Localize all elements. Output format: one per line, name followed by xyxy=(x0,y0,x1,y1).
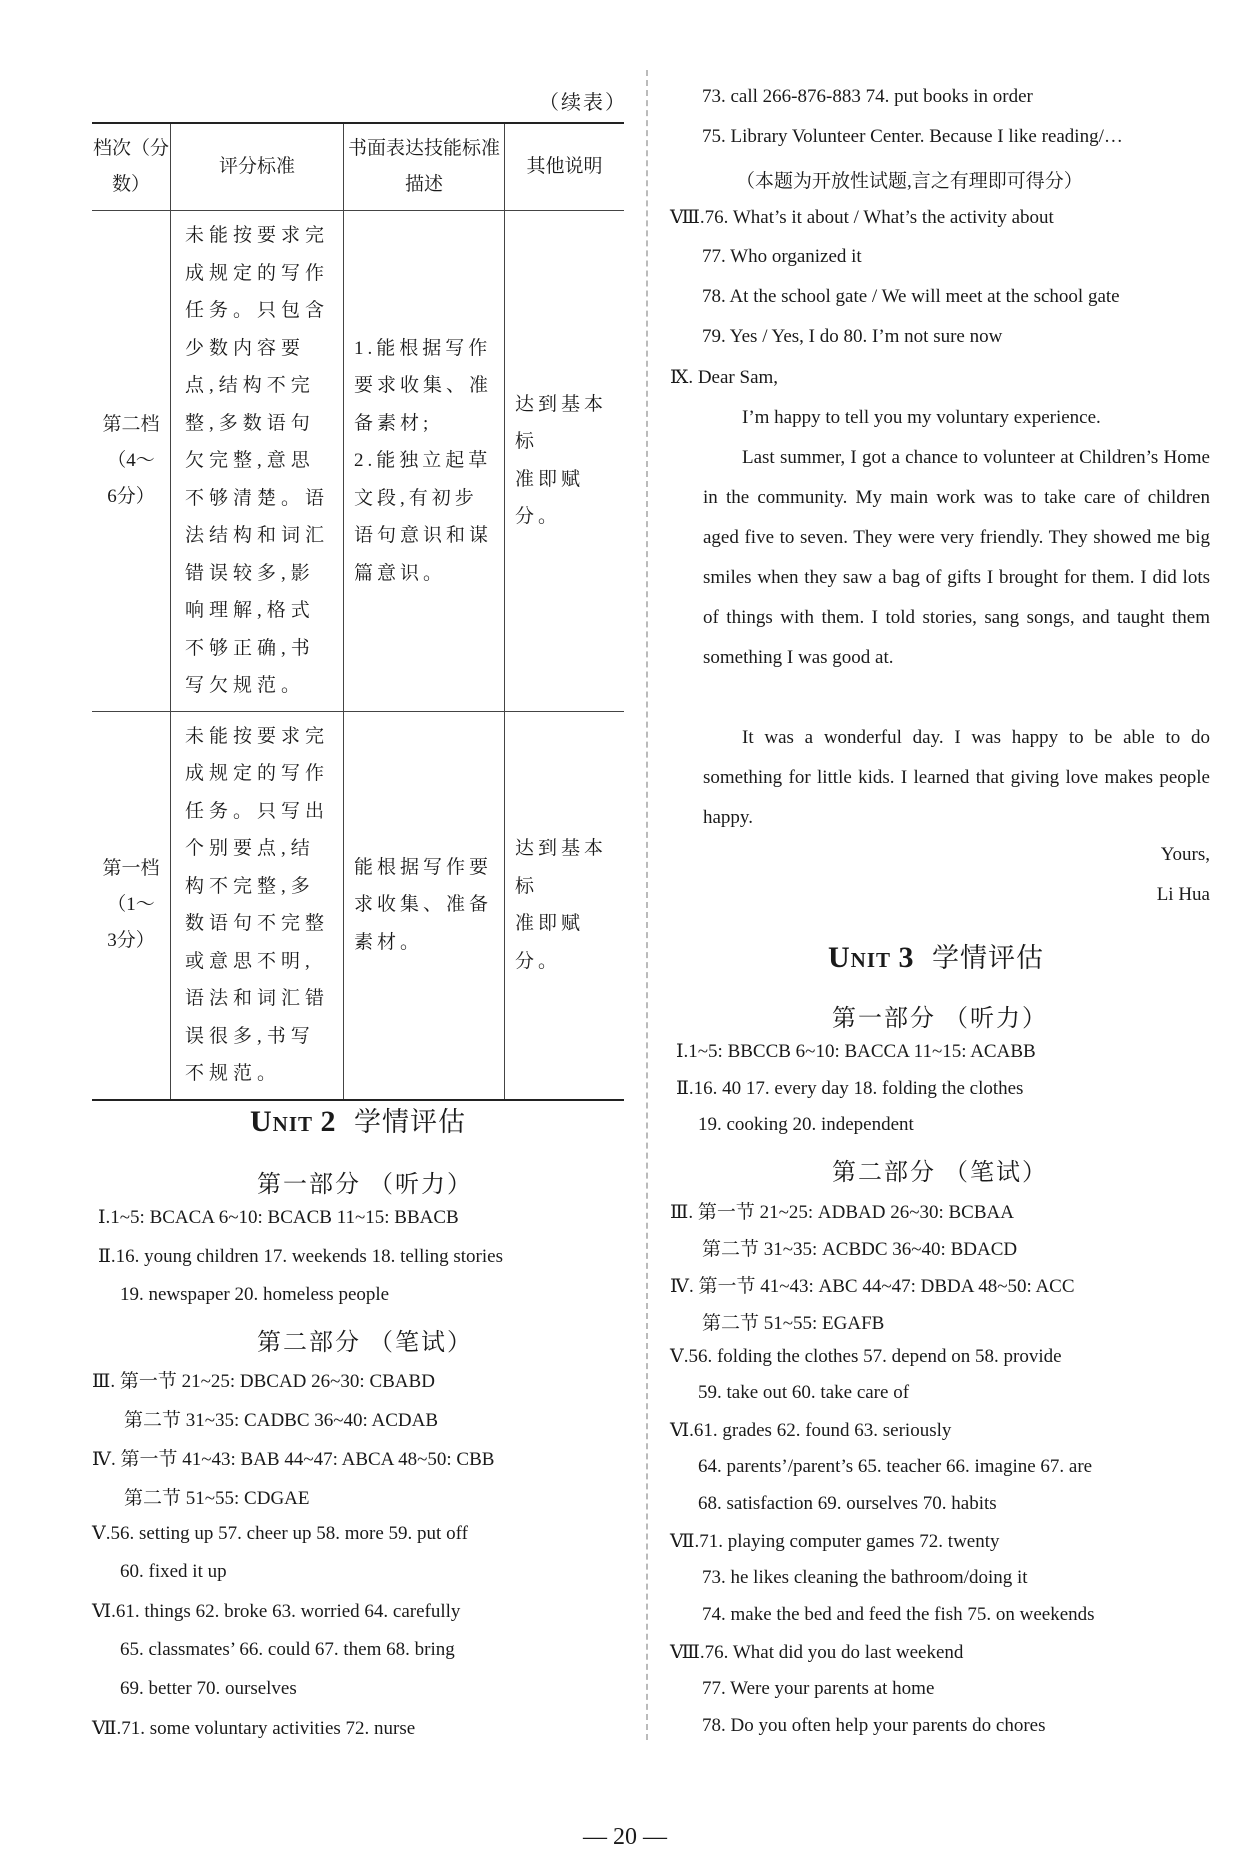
answer-line: Ⅵ.61. things 62. broke 63. worried 64. carefully xyxy=(92,1601,461,1622)
answer-line: 77. Were your parents at home xyxy=(702,1678,935,1699)
answer-line: Ⅳ. 第一节 41~43: ABC 44~47: DBDA 48~50: ACC xyxy=(670,1276,1075,1297)
answer-line: 75. Library Volunteer Center. Because I like reading/… xyxy=(702,126,1123,147)
answer-line: Ⅳ. 第一节 41~43: BAB 44~47: ABCA 48~50: CBB xyxy=(92,1449,495,1470)
answer-line: 73. call 266-876-883 74. put books in order xyxy=(702,86,1033,107)
notes-cell: 达到基本标 准即赋分。 xyxy=(505,711,625,1100)
answer-line: Ⅰ.1~5: BCACA 6~10: BCACB 11~15: BBACB xyxy=(98,1207,459,1228)
table-header-row xyxy=(92,123,624,211)
answer-line: 65. classmates’ 66. could 67. them 68. bring xyxy=(120,1639,455,1660)
answer-line: Ⅶ.71. some voluntary activities 72. nurse xyxy=(92,1718,416,1739)
unit3-title: Unit 3 学情评估 xyxy=(828,941,1045,974)
answer-line: Ⅱ.16. young children 17. weekends 18. telling stories xyxy=(98,1246,503,1267)
notes-cell: 达到基本标 准即赋分。 xyxy=(505,211,625,712)
answer-line: 74. make the bed and feed the fish 75. on weekends xyxy=(702,1604,1095,1625)
header-criteria: 评分标准 xyxy=(171,123,344,211)
letter-paragraph-1: I’m happy to tell you my voluntary experience. xyxy=(742,407,1101,428)
answer-line: 59. take out 60. take care of xyxy=(698,1382,910,1403)
page-number: — 20 — xyxy=(583,1824,667,1850)
answer-line: 77. Who organized it xyxy=(702,246,862,267)
answer-line: 19. cooking 20. independent xyxy=(698,1114,914,1135)
unit2-title: Unit 2 学情评估 xyxy=(250,1105,467,1138)
criteria-cell: 未能按要求完 成规定的写作 任务。只包含 少数内容要 点,结构不完 整,多数语句 欠完整,意思 不够清楚。语 法结构和词汇 错误较多,影 响理解,格式 不够正确,书 写欠规范。 xyxy=(171,211,344,712)
answer-line: 第二节 51~55: CDGAE xyxy=(124,1488,310,1509)
answer-line: Ⅴ.56. setting up 57. cheer up 58. more 59. put off xyxy=(92,1523,468,1544)
grading-table xyxy=(92,122,624,1101)
skills-cell: 能根据写作要 求收集、准备 素材。 xyxy=(344,711,505,1100)
answer-line: 68. satisfaction 69. ourselves 70. habits xyxy=(698,1493,997,1514)
header-notes: 其他说明 xyxy=(505,123,625,211)
answer-line: 73. he likes cleaning the bathroom/doing it xyxy=(702,1567,1028,1588)
unit3-part2-heading: 第二部分 （笔试） xyxy=(832,1160,1048,1186)
letter-closing: Yours, xyxy=(1160,844,1210,865)
answer-line: 79. Yes / Yes, I do 80. I’m not sure now xyxy=(702,326,1003,347)
answer-line: 第二节 31~35: ACBDC 36~40: BDACD xyxy=(702,1239,1018,1260)
letter-greeting: Ⅸ. Dear Sam, xyxy=(670,367,779,388)
answer-line-note: （本题为开放性试题,言之有理即可得分） xyxy=(736,171,1083,192)
answer-line: Ⅷ.76. What’s it about / What’s the activity about xyxy=(670,207,1054,228)
column-divider xyxy=(646,70,648,1740)
level-cell: 第二档 （4～ 6分） xyxy=(92,211,171,712)
table-row xyxy=(92,711,624,1100)
answer-line: 64. parents’/parent’s 65. teacher 66. imagine 67. are xyxy=(698,1456,1093,1477)
answer-line: Ⅰ.1~5: BBCCB 6~10: BACCA 11~15: ACABB xyxy=(676,1041,1036,1062)
answer-line: Ⅵ.61. grades 62. found 63. seriously xyxy=(670,1420,952,1441)
answer-line: 78. At the school gate / We will meet at the school gate xyxy=(702,286,1120,307)
unit3-part1-heading: 第一部分 （听力） xyxy=(832,1006,1048,1032)
unit2-part1-heading: 第一部分 （听力） xyxy=(257,1172,473,1198)
level-cell: 第一档 （1～ 3分） xyxy=(92,711,171,1100)
answer-line: Ⅷ.76. What did you do last weekend xyxy=(670,1642,964,1663)
answer-line: 19. newspaper 20. homeless people xyxy=(120,1284,390,1305)
skills-cell: 1.能根据写作 要求收集、准 备素材; 2.能独立起草 文段,有初步 语句意识和谋 篇意识。 xyxy=(344,211,505,712)
continued-label: （续表） xyxy=(539,92,627,114)
answer-line: Ⅲ. 第一节 21~25: DBCAD 26~30: CBABD xyxy=(92,1371,435,1392)
answer-line: 60. fixed it up xyxy=(120,1561,227,1582)
answer-line: 69. better 70. ourselves xyxy=(120,1678,297,1699)
letter-signature: Li Hua xyxy=(1156,884,1210,905)
letter-paragraph-2: Last summer, I got a chance to volunteer at Children’s Home in the community. My main work was to take care of children aged five to seven. They were very friendly. They showed me big smiles when they saw a bag of gifts I brought for them. I did lots of things with them. I told stories, sang songs, and taught them something I was good at. xyxy=(703,447,1210,668)
table-row xyxy=(92,211,624,712)
answer-line: Ⅴ.56. folding the clothes 57. depend on 58. provide xyxy=(670,1346,1062,1367)
header-skills: 书面表达技能标准描述 xyxy=(344,123,505,211)
answer-line: 第二节 51~55: EGAFB xyxy=(702,1313,885,1334)
unit2-part2-heading: 第二部分 （笔试） xyxy=(257,1330,473,1356)
answer-line: Ⅶ.71. playing computer games 72. twenty xyxy=(670,1531,1000,1552)
answer-line: 第二节 31~35: CADBC 36~40: ACDAB xyxy=(124,1410,439,1431)
answer-line: Ⅲ. 第一节 21~25: ADBAD 26~30: BCBAA xyxy=(670,1202,1014,1223)
answer-line: 78. Do you often help your parents do chores xyxy=(702,1715,1046,1736)
criteria-cell: 未能按要求完 成规定的写作 任务。只写出 个别要点,结 构不完整,多 数语句不完整 或意思不明, 语法和词汇错 误很多,书写 不规范。 xyxy=(171,711,344,1100)
letter-paragraph-3: It was a wonderful day. I was happy to be able to do something for little kids. I learned that giving love makes people happy. xyxy=(703,727,1210,828)
answer-line: Ⅱ.16. 40 17. every day 18. folding the clothes xyxy=(676,1078,1024,1099)
header-level: 档次（分数） xyxy=(92,123,171,211)
